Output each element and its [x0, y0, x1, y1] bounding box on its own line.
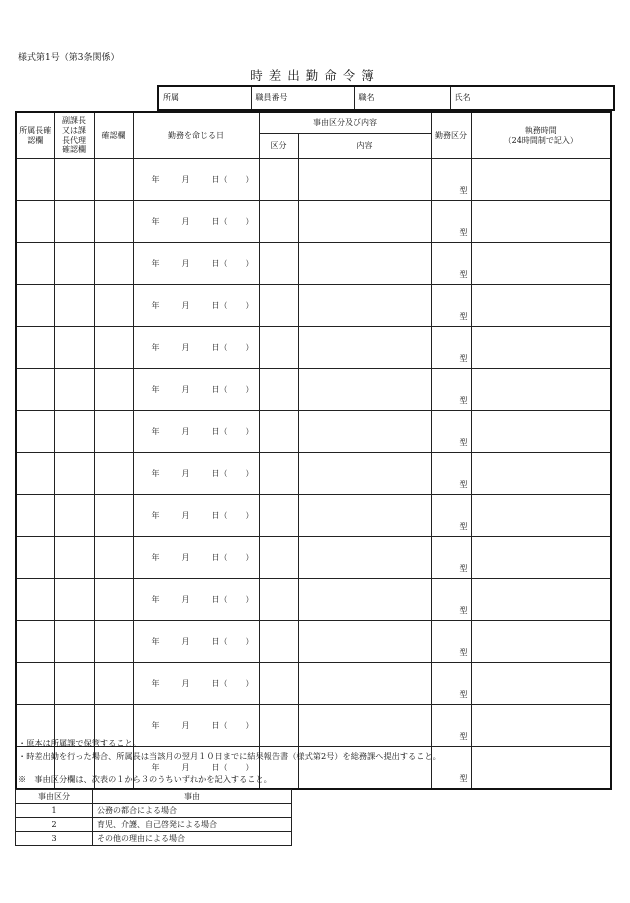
- date-day-label: 日（: [211, 300, 228, 310]
- header-category: 区分: [259, 134, 298, 159]
- type-suffix-label: 型: [459, 774, 468, 784]
- type-suffix-label: 型: [459, 690, 468, 700]
- legend-row: [16, 818, 292, 832]
- work-hours-cell[interactable]: [471, 369, 611, 411]
- work-type-cell[interactable]: [431, 411, 471, 453]
- content-cell[interactable]: [298, 621, 431, 663]
- ordered-date-cell[interactable]: [133, 159, 259, 201]
- director-confirm-cell[interactable]: [16, 411, 54, 453]
- confirm-cell[interactable]: [94, 663, 133, 705]
- director-confirm-cell[interactable]: [16, 201, 54, 243]
- date-month-label: 月: [181, 636, 190, 646]
- table-row: [16, 159, 611, 201]
- position-field[interactable]: 職名: [354, 86, 450, 110]
- date-year-label: 年: [151, 468, 160, 478]
- date-month-label: 月: [181, 258, 190, 268]
- table-row: [16, 243, 611, 285]
- date-month-label: 月: [181, 216, 190, 226]
- work-type-cell[interactable]: [431, 243, 471, 285]
- date-month-label: 月: [181, 342, 190, 352]
- date-close-label: ）: [245, 258, 254, 268]
- ordered-date-cell[interactable]: [133, 285, 259, 327]
- date-month-label: 月: [181, 174, 190, 184]
- ordered-date-cell[interactable]: [133, 579, 259, 621]
- deputy-confirm-cell[interactable]: [54, 201, 94, 243]
- date-day-label: 日（: [211, 762, 228, 772]
- date-month-label: 月: [181, 510, 190, 520]
- work-hours-cell[interactable]: [471, 201, 611, 243]
- header-deputy-confirm: 副課長又は課長代理確認欄: [54, 112, 94, 159]
- date-month-label: 月: [181, 594, 190, 604]
- content-cell[interactable]: [298, 201, 431, 243]
- name-field[interactable]: 氏名: [450, 86, 614, 110]
- date-day-label: 日（: [211, 720, 228, 730]
- ordered-date-cell[interactable]: [133, 369, 259, 411]
- table-row: [16, 453, 611, 495]
- staff-number-field[interactable]: 職員番号: [251, 86, 354, 110]
- header-confirm: 確認欄: [94, 112, 133, 159]
- header-reason-group: 事由区分及び内容: [259, 112, 431, 134]
- table-row: [16, 579, 611, 621]
- date-close-label: ）: [245, 468, 254, 478]
- date-close-label: ）: [245, 678, 254, 688]
- date-close-label: ）: [245, 720, 254, 730]
- table-row: [16, 411, 611, 453]
- category-cell[interactable]: [259, 705, 298, 747]
- type-suffix-label: 型: [459, 564, 468, 574]
- confirm-cell[interactable]: [94, 327, 133, 369]
- content-cell[interactable]: [298, 285, 431, 327]
- director-confirm-cell[interactable]: [16, 579, 54, 621]
- category-cell[interactable]: [259, 201, 298, 243]
- date-year-label: 年: [151, 636, 160, 646]
- work-hours-cell[interactable]: [471, 243, 611, 285]
- ordered-date-cell[interactable]: [133, 663, 259, 705]
- content-cell[interactable]: [298, 369, 431, 411]
- deputy-confirm-cell[interactable]: [54, 159, 94, 201]
- date-close-label: ）: [245, 384, 254, 394]
- table-row: [16, 621, 611, 663]
- type-suffix-label: 型: [459, 270, 468, 280]
- deputy-confirm-cell[interactable]: [54, 537, 94, 579]
- ordered-date-cell[interactable]: [133, 621, 259, 663]
- content-cell[interactable]: [298, 243, 431, 285]
- deputy-confirm-cell[interactable]: [54, 243, 94, 285]
- date-day-label: 日（: [211, 342, 228, 352]
- confirm-cell[interactable]: [94, 159, 133, 201]
- date-close-label: ）: [245, 552, 254, 562]
- director-confirm-cell[interactable]: [16, 159, 54, 201]
- type-suffix-label: 型: [459, 312, 468, 322]
- confirm-cell[interactable]: [94, 369, 133, 411]
- confirm-cell[interactable]: [94, 537, 133, 579]
- date-close-label: ）: [245, 426, 254, 436]
- date-year-label: 年: [151, 678, 160, 688]
- category-cell[interactable]: [259, 243, 298, 285]
- date-day-label: 日（: [211, 678, 228, 688]
- date-day-label: 日（: [211, 636, 228, 646]
- content-cell[interactable]: [298, 663, 431, 705]
- form-number: 様式第1号（第3条関係）: [18, 53, 120, 63]
- legend-code: 2: [16, 818, 93, 832]
- table-row: [16, 201, 611, 243]
- date-month-label: 月: [181, 300, 190, 310]
- work-type-cell[interactable]: [431, 201, 471, 243]
- ordered-date-cell[interactable]: [133, 453, 259, 495]
- legend-header-reason: 事由: [93, 790, 292, 804]
- date-year-label: 年: [151, 258, 160, 268]
- work-type-cell[interactable]: [431, 537, 471, 579]
- date-day-label: 日（: [211, 258, 228, 268]
- type-suffix-label: 型: [459, 606, 468, 616]
- date-close-label: ）: [245, 300, 254, 310]
- category-cell[interactable]: [259, 621, 298, 663]
- deputy-confirm-cell[interactable]: [54, 579, 94, 621]
- work-hours-cell[interactable]: [471, 411, 611, 453]
- table-row: [16, 495, 611, 537]
- note-storage: ・原本は所属課で保管すること。: [18, 738, 141, 748]
- work-type-cell[interactable]: [431, 369, 471, 411]
- date-month-label: 月: [181, 468, 190, 478]
- date-day-label: 日（: [211, 594, 228, 604]
- date-close-label: ）: [245, 216, 254, 226]
- table-row: [16, 369, 611, 411]
- confirm-cell[interactable]: [94, 621, 133, 663]
- type-suffix-label: 型: [459, 438, 468, 448]
- content-cell[interactable]: [298, 453, 431, 495]
- director-confirm-cell[interactable]: [16, 369, 54, 411]
- work-hours-cell[interactable]: [471, 663, 611, 705]
- work-hours-cell[interactable]: [471, 705, 611, 747]
- date-year-label: 年: [151, 216, 160, 226]
- content-cell[interactable]: [298, 327, 431, 369]
- date-day-label: 日（: [211, 552, 228, 562]
- date-month-label: 月: [181, 678, 190, 688]
- category-cell[interactable]: [259, 285, 298, 327]
- deputy-confirm-cell[interactable]: [54, 453, 94, 495]
- type-suffix-label: 型: [459, 186, 468, 196]
- director-confirm-cell[interactable]: [16, 243, 54, 285]
- category-cell[interactable]: [259, 663, 298, 705]
- date-close-label: ）: [245, 342, 254, 352]
- category-cell[interactable]: [259, 453, 298, 495]
- content-cell[interactable]: [298, 411, 431, 453]
- deputy-confirm-cell[interactable]: [54, 411, 94, 453]
- content-cell[interactable]: [298, 159, 431, 201]
- legend-row: [16, 832, 292, 846]
- director-confirm-cell[interactable]: [16, 621, 54, 663]
- work-hours-cell[interactable]: [471, 159, 611, 201]
- date-year-label: 年: [151, 300, 160, 310]
- confirm-cell[interactable]: [94, 453, 133, 495]
- table-row: [16, 663, 611, 705]
- deputy-confirm-cell[interactable]: [54, 369, 94, 411]
- category-cell[interactable]: [259, 495, 298, 537]
- ordered-date-cell[interactable]: [133, 411, 259, 453]
- category-cell[interactable]: [259, 159, 298, 201]
- deputy-confirm-cell[interactable]: [54, 327, 94, 369]
- date-day-label: 日（: [211, 384, 228, 394]
- work-type-cell[interactable]: [431, 621, 471, 663]
- legend-reason: その他の理由による場合: [93, 832, 292, 846]
- legend-row: [16, 804, 292, 818]
- date-year-label: 年: [151, 510, 160, 520]
- date-day-label: 日（: [211, 510, 228, 520]
- category-cell[interactable]: [259, 369, 298, 411]
- work-type-cell[interactable]: [431, 327, 471, 369]
- deputy-confirm-cell[interactable]: [54, 495, 94, 537]
- legend-code: 1: [16, 804, 93, 818]
- header-content: 内容: [298, 134, 431, 159]
- date-year-label: 年: [151, 762, 160, 772]
- reason-legend-table: [15, 789, 292, 846]
- ordered-date-cell[interactable]: [133, 327, 259, 369]
- date-year-label: 年: [151, 594, 160, 604]
- type-suffix-label: 型: [459, 228, 468, 238]
- ordered-date-cell[interactable]: [133, 537, 259, 579]
- work-hours-cell[interactable]: [471, 285, 611, 327]
- legend-code: 3: [16, 832, 93, 846]
- work-hours-label: 執務時間: [524, 125, 557, 135]
- work-type-cell[interactable]: [431, 159, 471, 201]
- content-cell[interactable]: [298, 705, 431, 747]
- affiliation-field[interactable]: 所属: [158, 86, 251, 110]
- date-close-label: ）: [245, 174, 254, 184]
- confirm-cell[interactable]: [94, 243, 133, 285]
- content-cell[interactable]: [298, 579, 431, 621]
- attendance-order-table: [15, 111, 612, 790]
- date-close-label: ）: [245, 510, 254, 520]
- date-year-label: 年: [151, 426, 160, 436]
- work-type-cell[interactable]: [431, 663, 471, 705]
- ordered-date-cell[interactable]: [133, 705, 259, 747]
- work-hours-note: （24時間制で記入）: [503, 135, 578, 145]
- work-hours-cell[interactable]: [471, 537, 611, 579]
- deputy-confirm-cell[interactable]: [54, 285, 94, 327]
- date-year-label: 年: [151, 174, 160, 184]
- ordered-date-cell[interactable]: [133, 495, 259, 537]
- deputy-confirm-cell[interactable]: [54, 663, 94, 705]
- category-cell[interactable]: [259, 537, 298, 579]
- work-type-cell[interactable]: [431, 579, 471, 621]
- legend-note: ※ 事由区分欄は、次表の１から３のうちいずれかを記入すること。: [18, 774, 272, 784]
- date-day-label: 日（: [211, 468, 228, 478]
- type-suffix-label: 型: [459, 732, 468, 742]
- staff-info-table: [157, 85, 615, 111]
- table-row: [16, 327, 611, 369]
- type-suffix-label: 型: [459, 480, 468, 490]
- deputy-confirm-cell[interactable]: [54, 621, 94, 663]
- date-close-label: ）: [245, 636, 254, 646]
- type-suffix-label: 型: [459, 396, 468, 406]
- category-cell[interactable]: [259, 327, 298, 369]
- date-month-label: 月: [181, 426, 190, 436]
- date-month-label: 月: [181, 720, 190, 730]
- confirm-cell[interactable]: [94, 579, 133, 621]
- header-ordered-date: 勤務を命じる日: [133, 112, 259, 159]
- director-confirm-cell[interactable]: [16, 453, 54, 495]
- work-type-cell[interactable]: [431, 705, 471, 747]
- date-day-label: 日（: [211, 426, 228, 436]
- category-cell[interactable]: [259, 411, 298, 453]
- director-confirm-cell[interactable]: [16, 663, 54, 705]
- work-hours-cell[interactable]: [471, 747, 611, 790]
- content-cell[interactable]: [298, 537, 431, 579]
- date-year-label: 年: [151, 720, 160, 730]
- date-day-label: 日（: [211, 216, 228, 226]
- note-report: ・時差出勤を行った場合、所属長は当該月の翌月１０日までに結果報告書（様式第2号）を総務課へ提出すること。: [18, 751, 441, 761]
- ordered-date-cell[interactable]: [133, 201, 259, 243]
- date-year-label: 年: [151, 342, 160, 352]
- type-suffix-label: 型: [459, 354, 468, 364]
- category-cell[interactable]: [259, 579, 298, 621]
- work-hours-cell[interactable]: [471, 621, 611, 663]
- table-row: [16, 285, 611, 327]
- header-work-type: 勤務区分: [431, 112, 471, 159]
- type-suffix-label: 型: [459, 522, 468, 532]
- confirm-cell[interactable]: [94, 495, 133, 537]
- work-hours-cell[interactable]: [471, 453, 611, 495]
- work-type-cell[interactable]: [431, 285, 471, 327]
- work-type-cell[interactable]: [431, 453, 471, 495]
- date-month-label: 月: [181, 762, 190, 772]
- director-confirm-cell[interactable]: [16, 327, 54, 369]
- page-title: 時差出勤命令簿: [250, 68, 380, 83]
- date-close-label: ）: [245, 762, 254, 772]
- director-confirm-cell[interactable]: [16, 285, 54, 327]
- director-confirm-cell[interactable]: [16, 537, 54, 579]
- work-hours-cell[interactable]: [471, 495, 611, 537]
- legend-reason: 公務の都合による場合: [93, 804, 292, 818]
- date-month-label: 月: [181, 384, 190, 394]
- confirm-cell[interactable]: [94, 411, 133, 453]
- date-close-label: ）: [245, 594, 254, 604]
- content-cell[interactable]: [298, 495, 431, 537]
- header-work-hours: [471, 112, 611, 159]
- director-confirm-cell[interactable]: [16, 495, 54, 537]
- date-year-label: 年: [151, 552, 160, 562]
- work-type-cell[interactable]: [431, 495, 471, 537]
- header-director-confirm: 所属長確認欄: [16, 112, 54, 159]
- table-row: [16, 537, 611, 579]
- type-suffix-label: 型: [459, 648, 468, 658]
- work-hours-cell[interactable]: [471, 579, 611, 621]
- date-year-label: 年: [151, 384, 160, 394]
- work-hours-cell[interactable]: [471, 327, 611, 369]
- confirm-cell[interactable]: [94, 285, 133, 327]
- date-day-label: 日（: [211, 174, 228, 184]
- ordered-date-cell[interactable]: [133, 243, 259, 285]
- date-month-label: 月: [181, 552, 190, 562]
- confirm-cell[interactable]: [94, 201, 133, 243]
- legend-header-code: 事由区分: [16, 790, 93, 804]
- legend-reason: 育児、介護、自己啓発による場合: [93, 818, 292, 832]
